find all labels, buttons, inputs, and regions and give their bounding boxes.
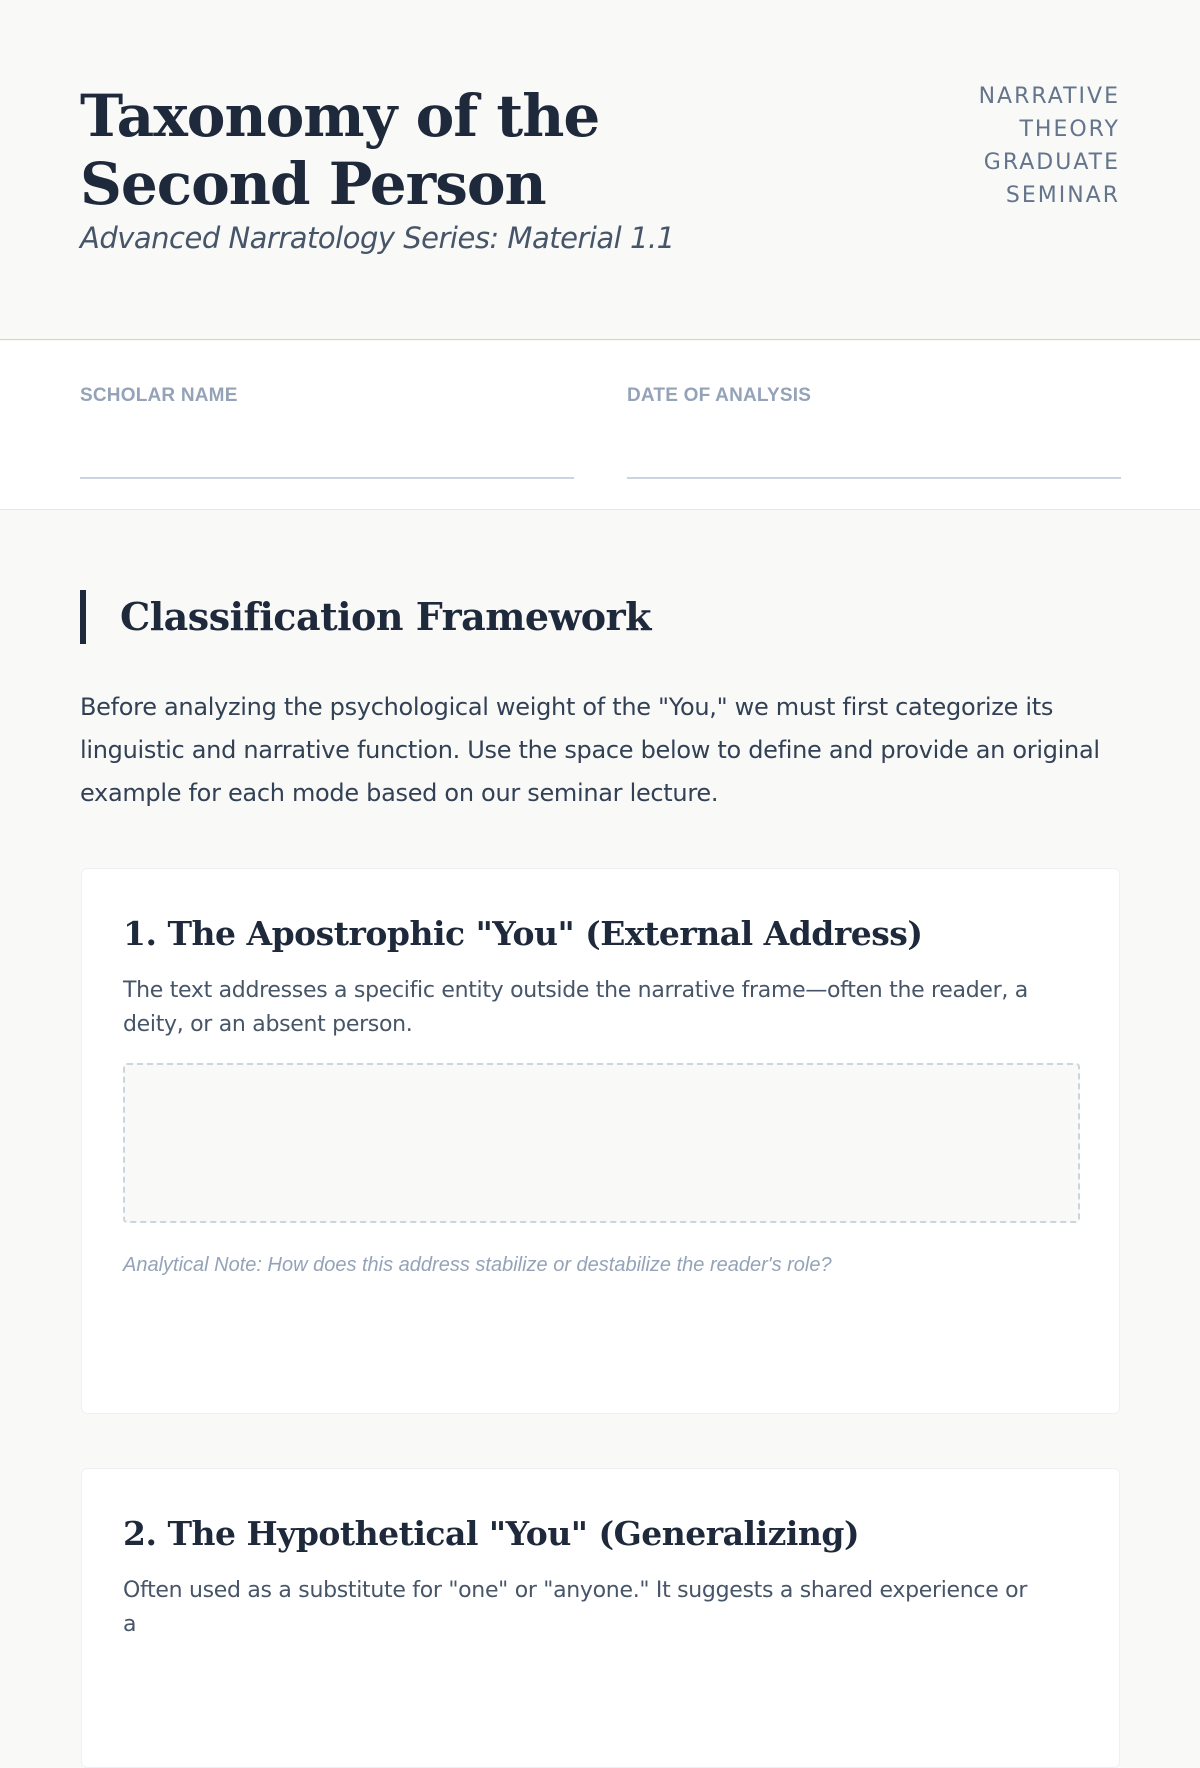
answer-box[interactable] [123, 1063, 1080, 1223]
section-intro: Before analyzing the psychological weight of the "You," we must first categorize its linguistic and narrative function. Use the space below to define and provide an original example for each mode based on our seminar lecture. [80, 693, 1100, 807]
student-info-fields [0, 341, 1200, 510]
mode-title: 1. The Apostrophic "You" (External Address) [123, 914, 923, 953]
scholar-name-label: SCHOLAR NAME [80, 385, 238, 406]
mode-card-apostrophic [81, 868, 1120, 1414]
date-of-analysis-label: DATE OF ANALYSIS [627, 385, 812, 406]
section-heading [80, 590, 651, 644]
analytical-note: Analytical Note: How does this address stabilize or destabilize the reader's role? [123, 1254, 832, 1276]
scholar-name-field [80, 385, 574, 479]
seminar-label: NARRATIVE THEORY GRADUATE SEMINAR [978, 84, 1120, 208]
mode-description: Often used as a substitute for "one" or "anyone." It suggests a shared experience or a [123, 1578, 1028, 1637]
document-title: Taxonomy of the Second Person [80, 82, 600, 218]
date-of-analysis-field [627, 385, 1121, 479]
mode-description: The text addresses a specific entity outside the narrative frame—often the reader, a deity, or an absent person. [123, 978, 1028, 1037]
scholar-name-input[interactable] [80, 427, 574, 479]
document-header [0, 0, 1200, 340]
mode-card-hypothetical [81, 1468, 1120, 1768]
mode-title: 2. The Hypothetical "You" (Generalizing) [123, 1514, 860, 1553]
document-subtitle: Advanced Narratology Series: Material 1.1 [80, 221, 675, 255]
section-title: Classification Framework [120, 594, 652, 639]
date-of-analysis-input[interactable] [627, 427, 1121, 479]
